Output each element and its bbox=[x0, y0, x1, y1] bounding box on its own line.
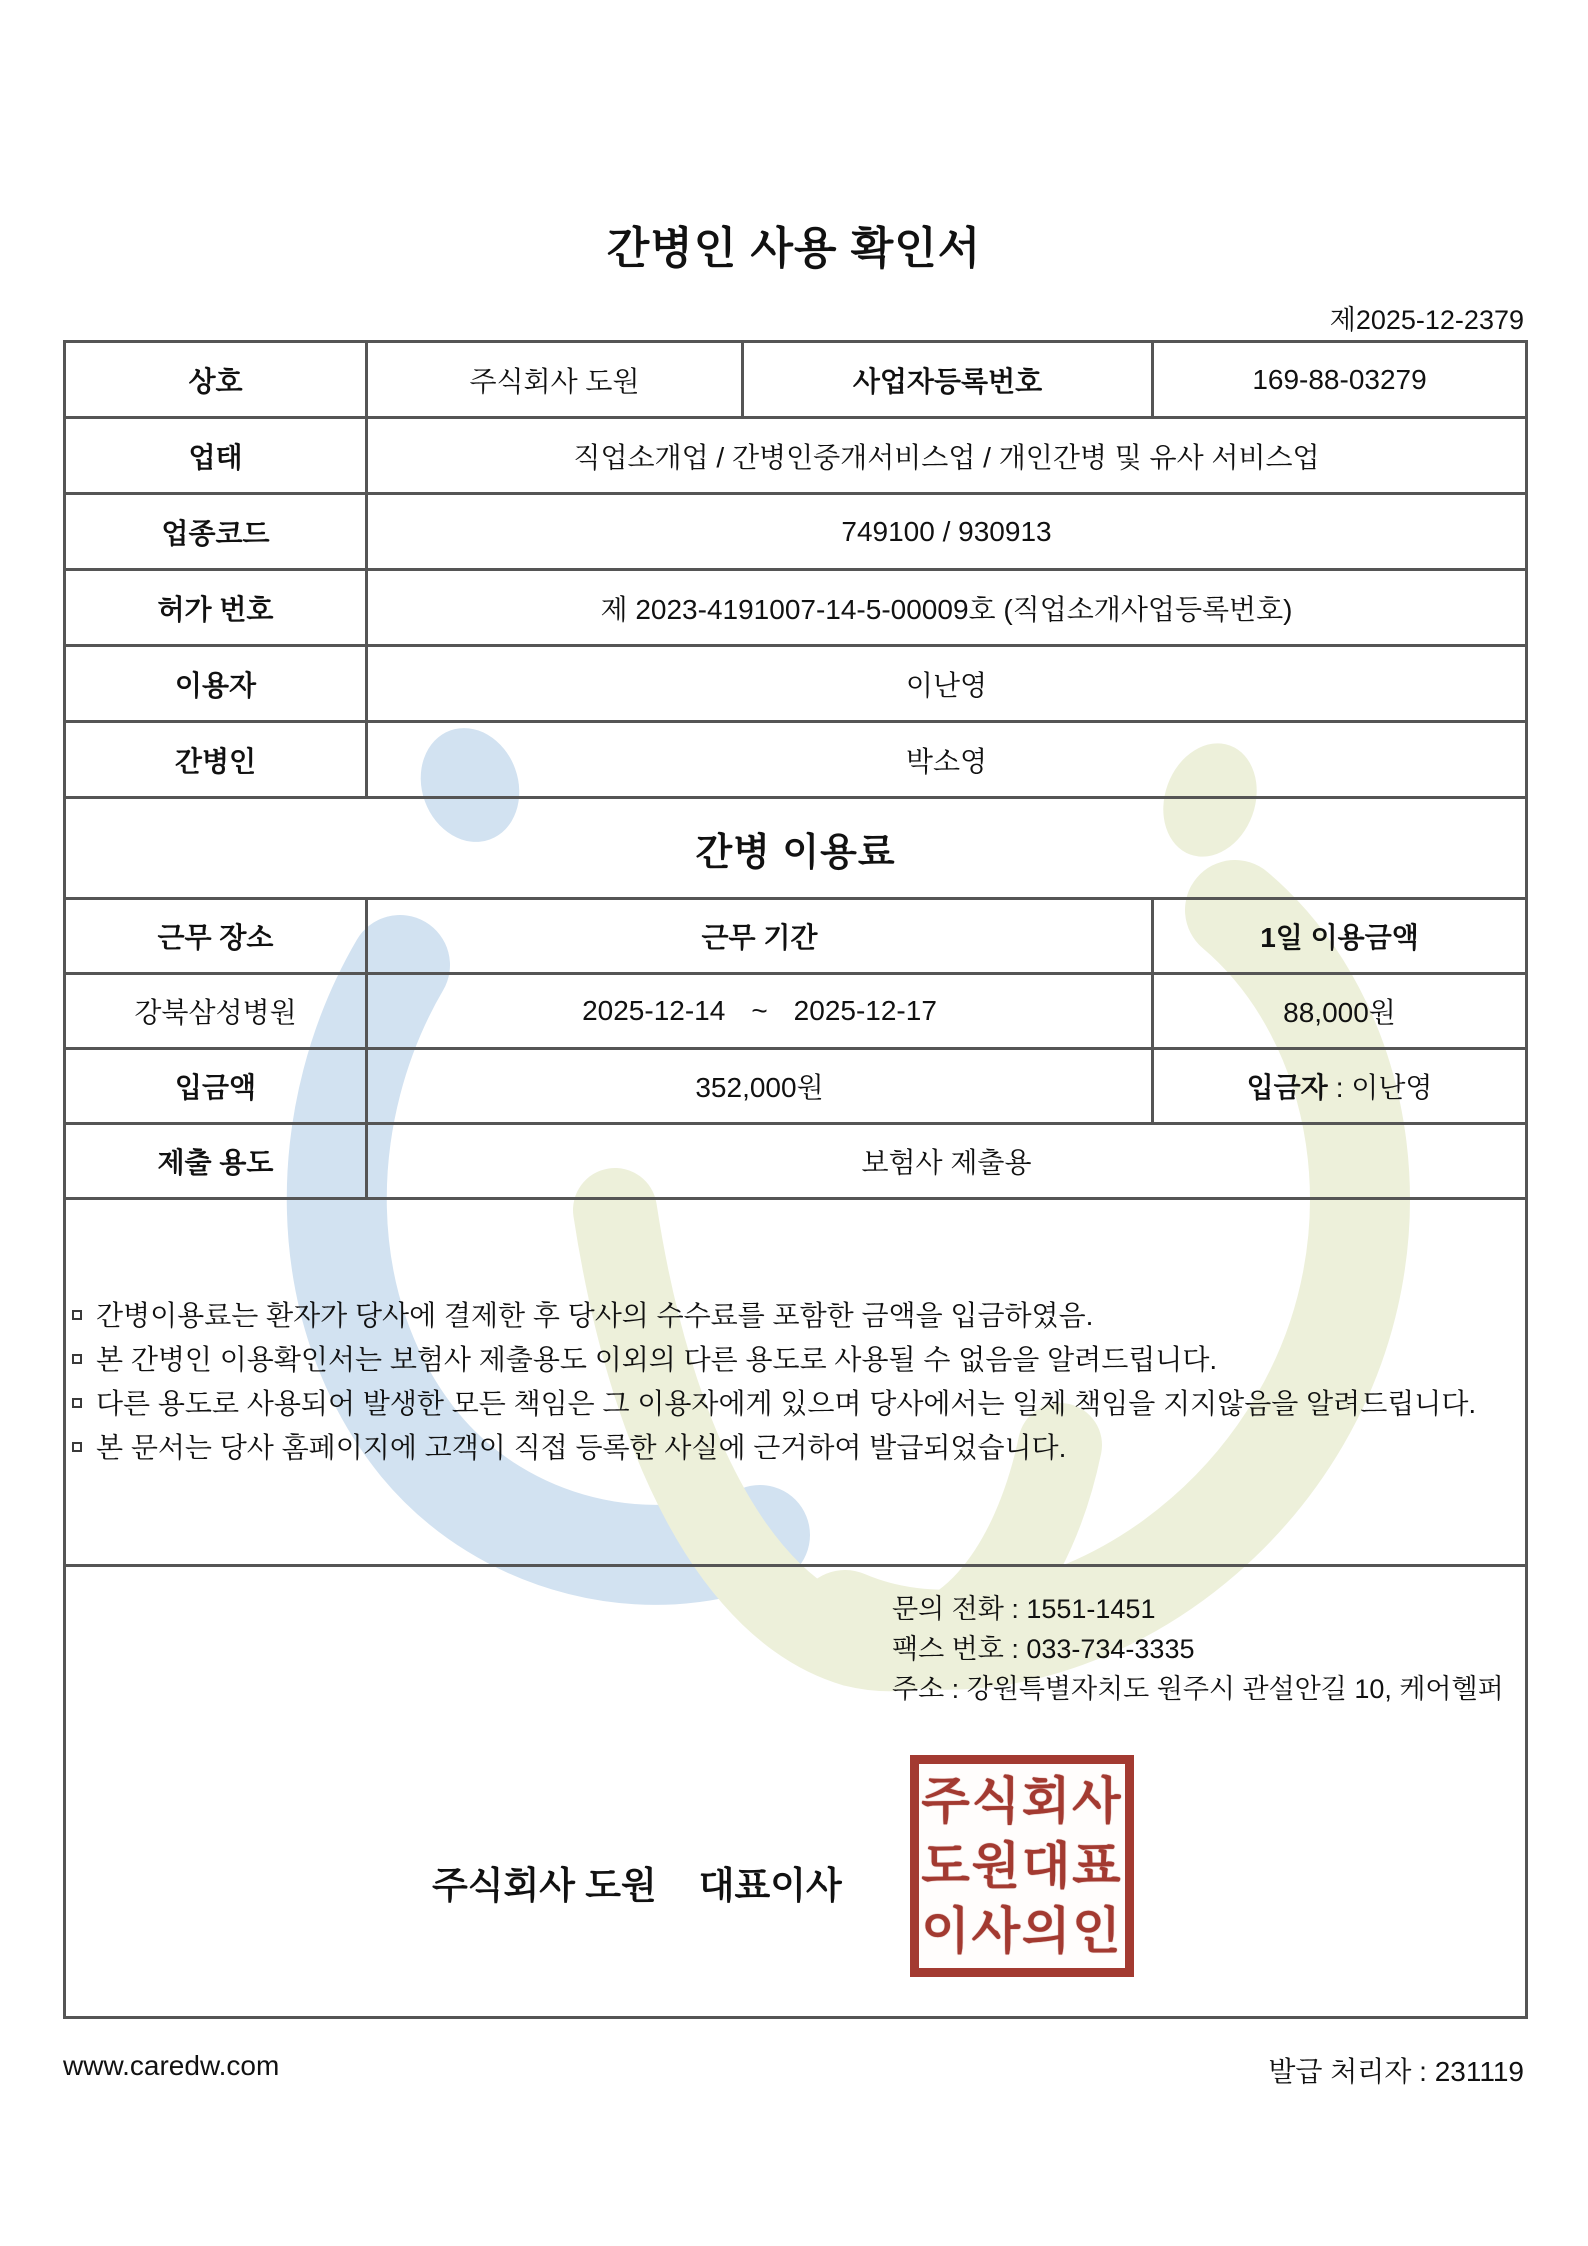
contact-address: 주소 : 강원특별자치도 원주시 관설안길 10, 케어헬퍼 bbox=[892, 1674, 1504, 1704]
note-item bbox=[72, 1382, 1519, 1426]
work-period-value bbox=[367, 974, 1153, 1049]
table-row bbox=[65, 646, 1527, 722]
table-row bbox=[65, 494, 1527, 570]
table-row bbox=[65, 722, 1527, 798]
signature-company: 주식회사 도원 bbox=[432, 1865, 657, 1906]
notes-row bbox=[65, 1199, 1527, 1566]
note-text: 다른 용도로 사용되어 발생한 모든 책임은 그 이용자에게 있으며 당사에서는 일체 책임을 지지않음을 알려드립니다. bbox=[96, 1388, 1477, 1419]
page-title: 간병인 사용 확인서 bbox=[606, 224, 982, 273]
note-bullet-icon bbox=[72, 1310, 82, 1320]
note-item bbox=[72, 1294, 1519, 1338]
note-text: 간병이용료는 환자가 당사에 결제한 후 당사의 수수료를 포함한 금액을 입금하였음. bbox=[96, 1300, 1094, 1331]
company-name-label: 상호 bbox=[65, 342, 367, 418]
caregiver-label: 간병인 bbox=[65, 722, 367, 798]
daily-fee-value: 88,000원 bbox=[1153, 974, 1527, 1049]
deposit-row bbox=[65, 1049, 1527, 1124]
note-item bbox=[72, 1426, 1519, 1470]
table-row bbox=[65, 418, 1527, 494]
user-label: 이용자 bbox=[65, 646, 367, 722]
period-separator: ~ bbox=[751, 995, 768, 1026]
website-url: www.caredw.com bbox=[63, 2050, 280, 2081]
seal-text-row: 도원대표 bbox=[921, 1838, 1123, 1894]
notes-block bbox=[65, 1199, 1527, 1566]
depositor-cell bbox=[1153, 1049, 1527, 1124]
contact-phone: 문의 전화 : 1551-1451 bbox=[892, 1594, 1156, 1624]
table-row bbox=[65, 342, 1527, 418]
fee-section-title: 간병 이용료 bbox=[65, 798, 1527, 899]
signature-text bbox=[432, 1855, 842, 1909]
period-start: 2025-12-14 bbox=[582, 995, 726, 1026]
depositor-name: : 이난영 bbox=[1335, 1072, 1433, 1103]
purpose-row bbox=[65, 1124, 1527, 1199]
signature-role: 대표이사 bbox=[698, 1865, 842, 1906]
note-item bbox=[72, 1338, 1519, 1382]
submission-purpose-value: 보험사 제출용 bbox=[367, 1124, 1527, 1199]
work-place-label: 근무 장소 bbox=[65, 899, 367, 974]
contact-fax: 팩스 번호 : 033-734-3335 bbox=[892, 1634, 1195, 1664]
seal-text-row: 주식회사 bbox=[921, 1773, 1123, 1829]
business-reg-number-value: 169-88-03279 bbox=[1153, 342, 1527, 418]
deposit-amount-label: 입금액 bbox=[65, 1049, 367, 1124]
industry-code-label: 업종코드 bbox=[65, 494, 367, 570]
industry-code-value: 749100 / 930913 bbox=[367, 494, 1527, 570]
business-reg-number-label: 사업자등록번호 bbox=[743, 342, 1153, 418]
caregiver-value: 박소영 bbox=[367, 722, 1527, 798]
license-number-label: 허가 번호 bbox=[65, 570, 367, 646]
depositor-label: 입금자 bbox=[1246, 1072, 1328, 1103]
table-row bbox=[65, 570, 1527, 646]
work-period-label: 근무 기간 bbox=[367, 899, 1153, 974]
work-place-value: 강북삼성병원 bbox=[65, 974, 367, 1049]
seal-text-row: 이사의인 bbox=[921, 1903, 1123, 1959]
period-end: 2025-12-17 bbox=[793, 995, 937, 1026]
note-bullet-icon bbox=[72, 1354, 82, 1364]
deposit-amount-value: 352,000원 bbox=[367, 1049, 1153, 1124]
note-bullet-icon bbox=[72, 1442, 82, 1452]
note-bullet-icon bbox=[72, 1398, 82, 1408]
user-value: 이난영 bbox=[367, 646, 1527, 722]
note-text: 본 문서는 당사 홈페이지에 고객이 직접 등록한 사실에 근거하여 발급되었습니다. bbox=[96, 1432, 1067, 1463]
company-name-value: 주식회사 도원 bbox=[367, 342, 743, 418]
fee-header-row bbox=[65, 899, 1527, 974]
daily-fee-label: 1일 이용금액 bbox=[1153, 899, 1527, 974]
contact-info bbox=[892, 1589, 1504, 1709]
fee-data-row bbox=[65, 974, 1527, 1049]
company-seal-stamp-icon bbox=[910, 1755, 1134, 1977]
certificate-table bbox=[63, 340, 1528, 2019]
signature-block bbox=[65, 1566, 1527, 2018]
fee-section-title-row bbox=[65, 798, 1527, 899]
business-type-label: 업태 bbox=[65, 418, 367, 494]
issuer-id: 발급 처리자 : 231119 bbox=[1268, 2056, 1524, 2087]
submission-purpose-label: 제출 용도 bbox=[65, 1124, 367, 1199]
signature-row bbox=[65, 1566, 1527, 2018]
note-text: 본 간병인 이용확인서는 보험사 제출용도 이외의 다른 용도로 사용될 수 없음을 알려드립니다. bbox=[96, 1344, 1218, 1375]
license-number-value: 제 2023-4191007-14-5-00009호 (직업소개사업등록번호) bbox=[367, 570, 1527, 646]
business-type-value: 직업소개업 / 간병인중개서비스업 / 개인간병 및 유사 서비스업 bbox=[367, 418, 1527, 494]
document-number: 제2025-12-2379 bbox=[1329, 305, 1524, 335]
